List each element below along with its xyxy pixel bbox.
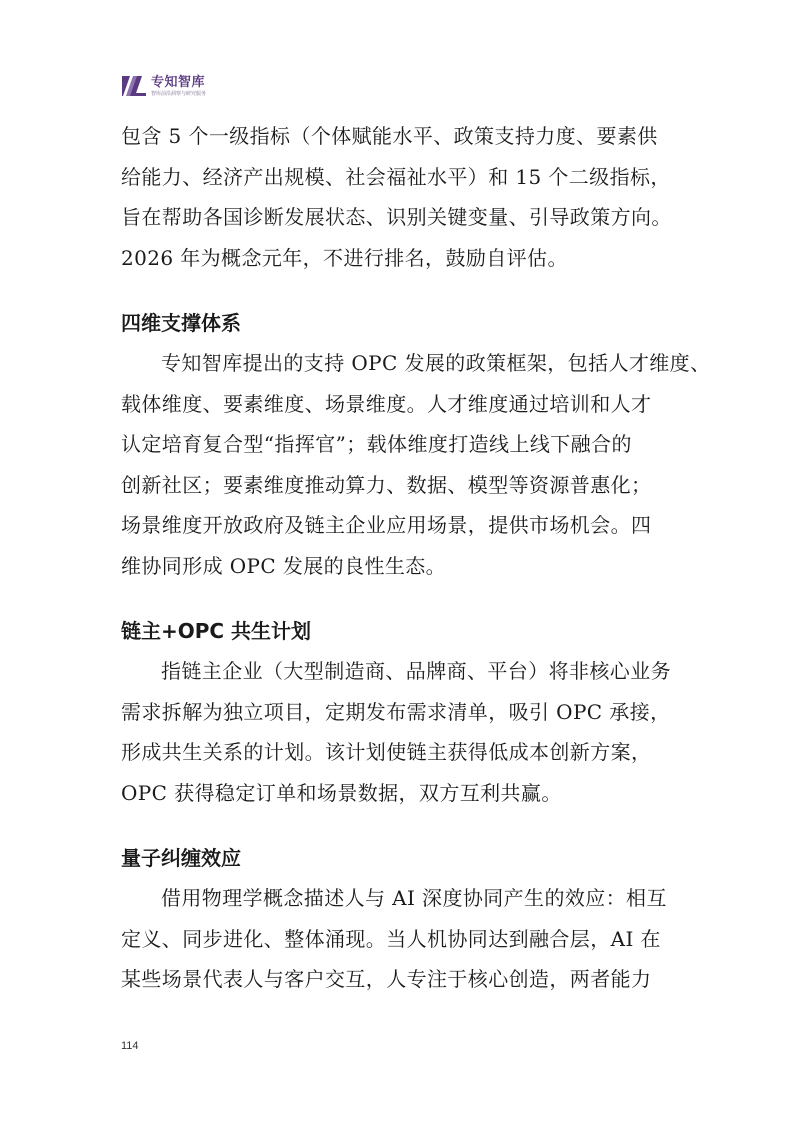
logo-name: 专知智库 [151, 74, 206, 90]
text-line: 某些场景代表人与客户交互，人专注于核心创造，两者能力 [121, 967, 652, 991]
text-line: 包含 5 个一级指标（个体赋能水平、政策支持力度、要素供 [121, 124, 658, 148]
text-line: 借用物理学概念描述人与 AI 深度协同产生的效应：相互 [161, 886, 667, 910]
text-line: 给能力、经济产出规模、社会福祉水平）和 15 个二级指标， [121, 164, 671, 189]
text-line: 维协同形成 OPC 发展的良性生态。 [121, 553, 447, 578]
logo-subtitle: 智库前沿洞察与研究服务 [151, 90, 207, 97]
text-line: 专知智库提出的支持 OPC 发展的政策框架，包括人才维度、 [161, 351, 711, 375]
text-line: 2026 年为概念元年，不进行排名，鼓励自评估。 [121, 245, 568, 270]
zl-logo-icon [121, 74, 147, 98]
document-body [121, 116, 711, 1000]
text-line: 旨在帮助各国诊断发展状态、识别关键变量、引导政策方向。 [121, 205, 672, 229]
text-line: 创新社区；要素维度推动算力、数据、模型等资源普惠化； [121, 472, 652, 497]
section-paragraph [121, 343, 711, 586]
page-number: 114 [121, 1040, 139, 1052]
text-line: 认定培育复合型“指挥官”；载体维度打造线上线下融合的 [121, 432, 632, 456]
text-line: 形成共生关系的计划。该计划使链主获得低成本创新方案， [121, 740, 652, 764]
section-paragraph [121, 651, 681, 813]
header-logo [121, 72, 206, 100]
section-heading: 四维支撑体系 [121, 311, 241, 335]
section-heading: 链主+OPC 共生计划 [121, 619, 312, 643]
text-line: 定义、同步进化、整体涌现。当人机协同达到融合层，AI 在 [121, 926, 661, 951]
text-line: 指链主企业（大型制造商、品牌商、平台）将非核心业务 [161, 659, 671, 683]
section-paragraph [121, 878, 681, 1000]
section-heading: 量子纠缠效应 [121, 846, 241, 870]
text-line: 需求拆解为独立项目，定期发布需求清单，吸引 OPC 承接， [121, 699, 671, 724]
text-line: 载体维度、要素维度、场景维度。人才维度通过培训和人才 [121, 391, 652, 416]
intro-paragraph [121, 116, 681, 278]
text-line: OPC 获得稳定订单和场景数据，双方互利共赢。 [121, 780, 562, 805]
text-line: 场景维度开放政府及链主企业应用场景，提供市场机会。四 [121, 513, 652, 537]
